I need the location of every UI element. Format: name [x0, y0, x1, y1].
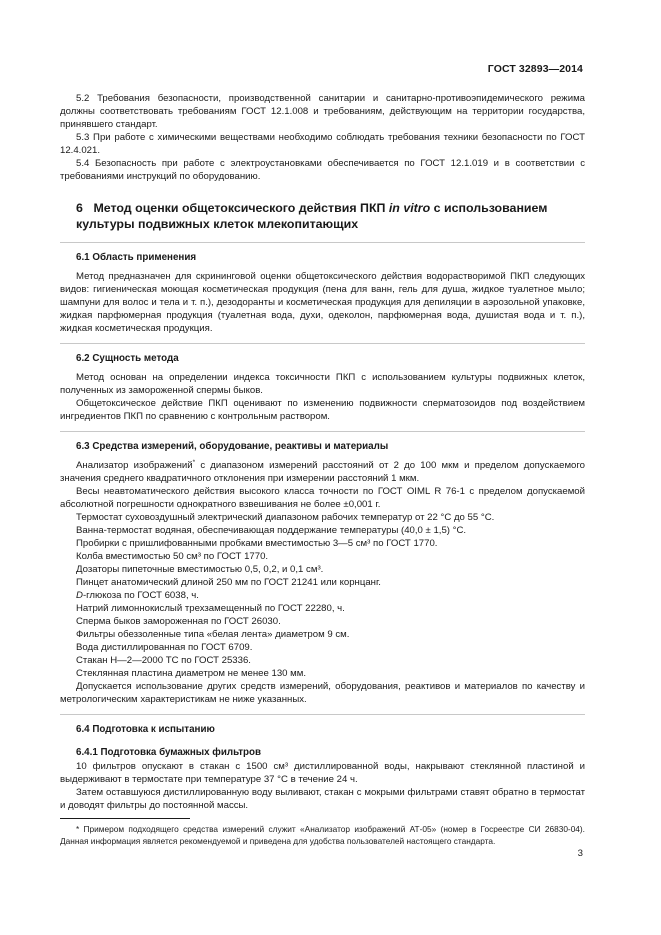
equipment-item: Вода дистиллированная по ГОСТ 6709. [76, 642, 253, 653]
paragraph-6-4-1-b: Затем оставшуюся дистиллированную воду выливают, стакан с мокрыми фильтрами ставят обратно в термостат и доводят фильтры до постоянной массы. [60, 787, 585, 811]
page-content [60, 92, 585, 847]
section-6-title-end: с использованием культуры подвижных клеток млекопитающих [76, 201, 548, 231]
divider [60, 431, 585, 432]
equipment-item: Ванна-термостат водяная, обеспечивающая поддержание температуры (40,0 ± 1,5) °С. [76, 525, 467, 536]
equipment-item: Термостат суховоздушный электрический диапазоном рабочих температур от 22 °С до 55 °С. [76, 512, 495, 523]
paragraph-6-1: Метод предназначен для скрининговой оценки общетоксического действия водорастворимой ПКП следующих видов: гигиеническая моющая косметическая продукция (пена для ванн, гель для душа, жидкое туалетное мыло; шампуни для волос и тела и т. п.), дезодоранты и косметическая продукция для депиляции в аэрозольной упаковке, жидкая парфюмерная продукция (туалетная вода, духи, одеколон, парфюмерная вода, душистая вода и т. п.), жидкая косметическая продукция. [60, 271, 585, 334]
divider [60, 242, 585, 243]
page-number: 3 [577, 848, 583, 859]
section-6-title-start: Метод оценки общетоксического действия ПКП [93, 201, 389, 215]
equipment-item: Весы неавтоматического действия высокого класса точности по ГОСТ OIML R 76-1 с пределом допускаемой абсолютной погрешности однократного взвешивания не более ±0,001 г. [60, 486, 585, 510]
paragraph-5-4: 5.4 Безопасность при работе с электроустановками обеспечивается по ГОСТ 12.1.019 и в соответствии с требованиями инструкций по оборудованию. [60, 158, 585, 182]
heading-6-2: 6.2 Сущность метода [76, 353, 179, 364]
paragraph-5-3: 5.3 При работе с химическими веществами необходимо соблюдать требования техники безопасности по ГОСТ 12.4.021. [60, 132, 585, 156]
equipment-item: Натрий лимоннокислый трехзамещенный по ГОСТ 22280, ч. [76, 603, 345, 614]
heading-6-3: 6.3 Средства измерений, оборудование, реактивы и материалы [76, 441, 389, 452]
equipment-item: Стакан Н—2—2000 ТС по ГОСТ 25336. [76, 655, 251, 666]
section-6-title-italic: in vitro [388, 201, 431, 215]
analyzer-text-a: Анализатор изображений [76, 460, 193, 471]
divider [60, 343, 585, 344]
paragraph-6-2-a: Метод основан на определении индекса токсичности ПКП с использованием культуры подвижных клеток, полученных из замороженной спермы быков. [60, 372, 585, 396]
footnote: * Примером подходящего средства измерений служит «Анализатор изображений АТ-05» (номер в Госреестре СИ 26830-04). Данная информация является рекомендуемой и приведена для удобства пользователей настоящего стандарта. [60, 824, 585, 846]
section-6-number: 6 [76, 201, 83, 215]
paragraph-5-2: 5.2 Требования безопасности, производственной санитарии и санитарно-противоэпидемического режима должны соответствовать требованиям ГОСТ 12.1.008 и требованиям, действующим на территории государства, принявшего стандарт. [60, 93, 585, 130]
analyzer-paragraph [60, 459, 585, 485]
heading-6-4: 6.4 Подготовка к испытанию [76, 724, 215, 735]
divider [60, 714, 585, 715]
equipment-item: Дозаторы пипеточные вместимостью 0,5, 0,2, и 0,1 см³. [76, 564, 324, 575]
heading-6-4-1: 6.4.1 Подготовка бумажных фильтров [76, 747, 262, 758]
section-6-heading [76, 200, 585, 232]
equipment-item: Фильтры обеззоленные типа «белая лента» диаметром 9 см. [76, 629, 350, 640]
footnote-rule [60, 818, 190, 819]
equipment-item: Колба вместимостью 50 см³ по ГОСТ 1770. [76, 551, 269, 562]
equipment-item: Стеклянная пластина диаметром не менее 130 мм. [76, 668, 307, 679]
standard-code: ГОСТ 32893—2014 [487, 63, 583, 75]
glucose-item [60, 589, 585, 602]
glucose-italic: D [76, 590, 83, 601]
equipment-item: Сперма быков замороженная по ГОСТ 26030. [76, 616, 281, 627]
paragraph-6-4-1-a: 10 фильтров опускают в стакан с 1500 см³ дистиллированной воды, накрывают стеклянной пластиной и выдерживают в термостате при температуре 37 °С в течение 24 ч. [60, 761, 585, 785]
equipment-item: Допускается использование других средств измерений, оборудования, реактивов и материалов по качеству и метрологическим характеристикам не ниже указанных. [60, 681, 585, 705]
heading-6-1: 6.1 Область применения [76, 252, 197, 263]
equipment-item: Пинцет анатомический длиной 250 мм по ГОСТ 21241 или корнцанг. [76, 577, 381, 588]
footnote-mark: * [192, 458, 196, 466]
glucose-text: -глюкоза по ГОСТ 6038, ч. [82, 590, 199, 601]
equipment-item: Пробирки с пришлифованными пробками вместимостью 3—5 см³ по ГОСТ 1770. [76, 538, 438, 549]
analyzer-text-b: с диапазоном измерений расстояний от 2 до 100 мкм и пределом допускаемого значения среднего квадратичного отклонения при измерении расстояний 1 мкм. [60, 460, 585, 484]
paragraph-6-2-b: Общетоксическое действие ПКП оценивают по изменению подвижности сперматозоидов под воздействием ингредиентов ПКП по сравнению с контрольным раствором. [60, 398, 585, 422]
